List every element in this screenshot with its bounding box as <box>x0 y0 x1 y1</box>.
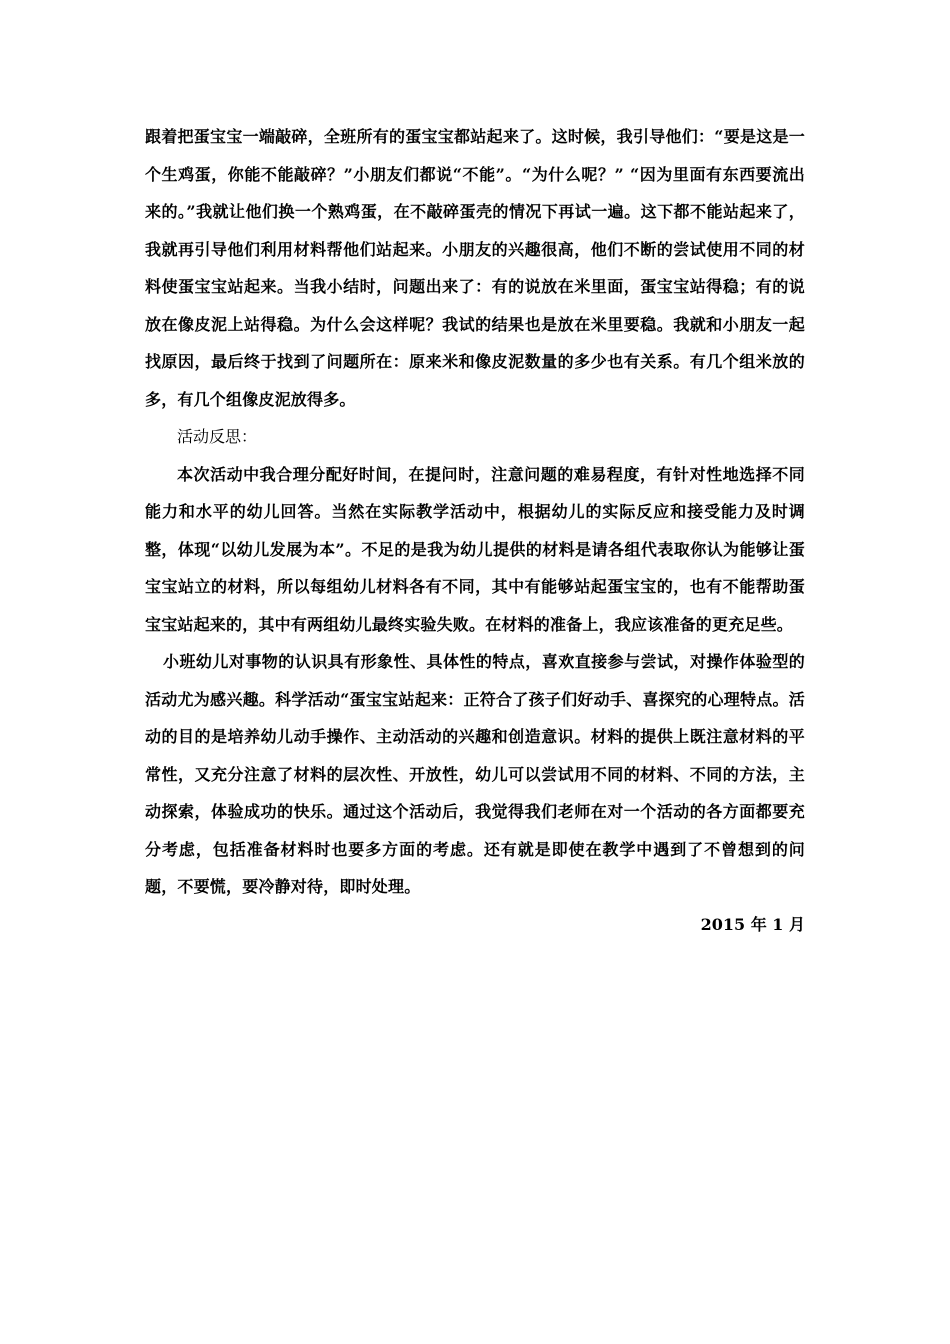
heading-activity-reflection: 活动反思： <box>177 427 258 446</box>
document-page <box>145 118 805 943</box>
document-date: 2015 年 1 月 <box>700 914 805 934</box>
paragraph-summary: 小班幼儿对事物的认识具有形象性、具体性的特点，喜欢直接参与尝试，对操作体验型的活动尤为感兴趣。科学活动“蛋宝宝站起来：正符合了孩子们好动手、喜探究的心理特点。活动的目的是培养幼儿动手操作、主动活动的兴趣和创造意识。材料的提供上既注意材料的平常性，又充分注意了材料的层次性、开放性，幼儿可以尝试用不同的材料、不同的方法，主动探索，体验成功的快乐。通过这个活动后，我觉得我们老师在对一个活动的各方面都要充分考虑，包括准备材料时也要多方面的考虑。还有就是即使在教学中遇到了不曾想到的问题，不要慌，要冷静对待，即时处理。 <box>145 652 805 896</box>
paragraph-reflection-body: 本次活动中我合理分配好时间，在提问时，注意问题的难易程度，有针对性地选择不同能力和水平的幼儿回答。当然在实际教学活动中，根据幼儿的实际反应和接受能力及时调整，体现“以幼儿发展为本”。不足的是我为幼儿提供的材料是请各组代表取你认为能够让蛋宝宝站立的材料，所以每组幼儿材料各有不同，其中有能够站起蛋宝宝的，也有不能帮助蛋宝宝站起来的，其中有两组幼儿最终实验失败。在材料的准备上，我应该准备的更充足些。 <box>145 464 805 634</box>
paragraph-activity-process: 跟着把蛋宝宝一端敲碎，全班所有的蛋宝宝都站起来了。这时候，我引导他们：“要是这是一个生鸡蛋，你能不能敲碎？”小朋友们都说“不能”。“为什么呢？” “因为里面有东西要流出来的。”我就让他们换一个熟鸡蛋，在不敲碎蛋壳的情况下再试一遍。这下都不能站起来了，我就再引导他们利用材料帮他们站起来。小朋友的兴趣很高，他们不断的尝试使用不同的材料使蛋宝宝站起来。当我小结时，问题出来了：有的说放在米里面，蛋宝宝站得稳；有的说放在像皮泥上站得稳。为什么会这样呢？我试的结果也是放在米里要稳。我就和小朋友一起找原因，最后终于找到了问题所在：原来米和像皮泥数量的多少也有关系。有几个组米放的多，有几个组像皮泥放得多。 <box>145 127 805 409</box>
